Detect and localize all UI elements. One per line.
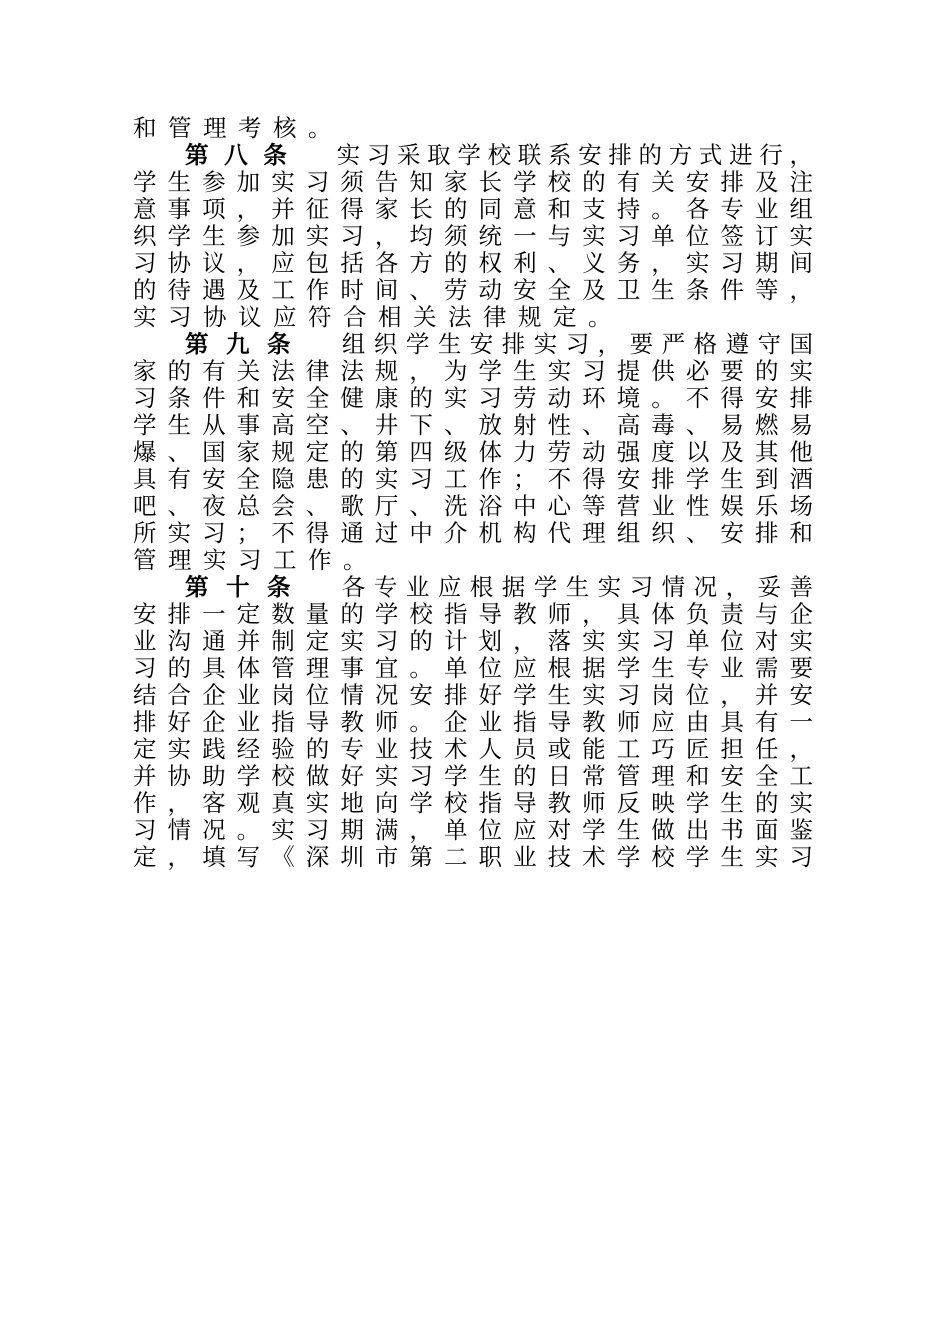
- article-9-line: 第九条 组织学生安排实习，要严格遵守国: [185, 330, 814, 358]
- text-line: 并协助学校做好实习学生的日常管理和安全工: [133, 762, 813, 790]
- text-line: 管理实习工作。: [133, 546, 378, 574]
- article-heading: 第八条: [185, 141, 303, 169]
- article-heading: 第九条: [185, 330, 308, 358]
- text-line: 学生从事高空、井下、放射性、高毒、易燃易: [133, 411, 813, 439]
- text-line: 所实习；不得通过中介机构代理组织、安排和: [133, 519, 813, 547]
- text-line: 习的具体管理事宜。单位应根据学生专业需要: [133, 654, 813, 682]
- text-line: 的待遇及工作时间、劳动安全及卫生条件等，: [133, 276, 813, 304]
- text-line: 意事项，并征得家长的同意和支持。各专业组: [133, 195, 813, 223]
- text-line: 吧、夜总会、歌厅、洗浴中心等营业性娱乐场: [133, 492, 813, 520]
- text-line: 家的有关法律法规，为学生实习提供必要的实: [133, 357, 813, 385]
- text-line: 安排一定数量的学校指导教师，具体负责与企: [133, 600, 813, 628]
- text-line: 定实践经验的专业技术人员或能工巧匠担任，: [133, 735, 813, 763]
- text-line: 定，填写《深圳市第二职业技术学校学生实习: [133, 843, 813, 871]
- text-line: 结合企业岗位情况安排好学生实习岗位，并安: [133, 681, 813, 709]
- article-heading: 第十条: [185, 573, 308, 601]
- text-line: 作，客观真实地向学校指导教师反映学生的实: [133, 789, 813, 817]
- text-line: 实习协议应符合相关法律规定。: [133, 303, 623, 331]
- text-line: 业沟通并制定实习的计划，落实实习单位对实: [133, 627, 813, 655]
- text-line: 织学生参加实习，均须统一与实习单位签订实: [133, 222, 813, 250]
- text-line: 排好企业指导教师。企业指导教师应由具有一: [133, 708, 813, 736]
- article-10-line: 第十条 各专业应根据学生实习情况，妥善: [185, 573, 814, 601]
- text-line: 习情况。实习期满，单位应对学生做出书面鉴: [133, 816, 813, 844]
- text-line: 习条件和安全健康的实习劳动环境。不得安排: [133, 384, 813, 412]
- text-line: 具有安全隐患的实习工作；不得安排学生到酒: [133, 465, 813, 493]
- text-line: 和管理考核。: [133, 114, 343, 142]
- text-line: 学生参加实习须告知家长学校的有关安排及注: [133, 168, 813, 196]
- text-line: 习协议，应包括各方的权利、义务，实习期间: [133, 249, 813, 277]
- article-8-line: 第八条 实习采取学校联系安排的方式进行，: [185, 141, 814, 169]
- text-line: 爆、国家规定的第四级体力劳动强度以及其他: [133, 438, 813, 466]
